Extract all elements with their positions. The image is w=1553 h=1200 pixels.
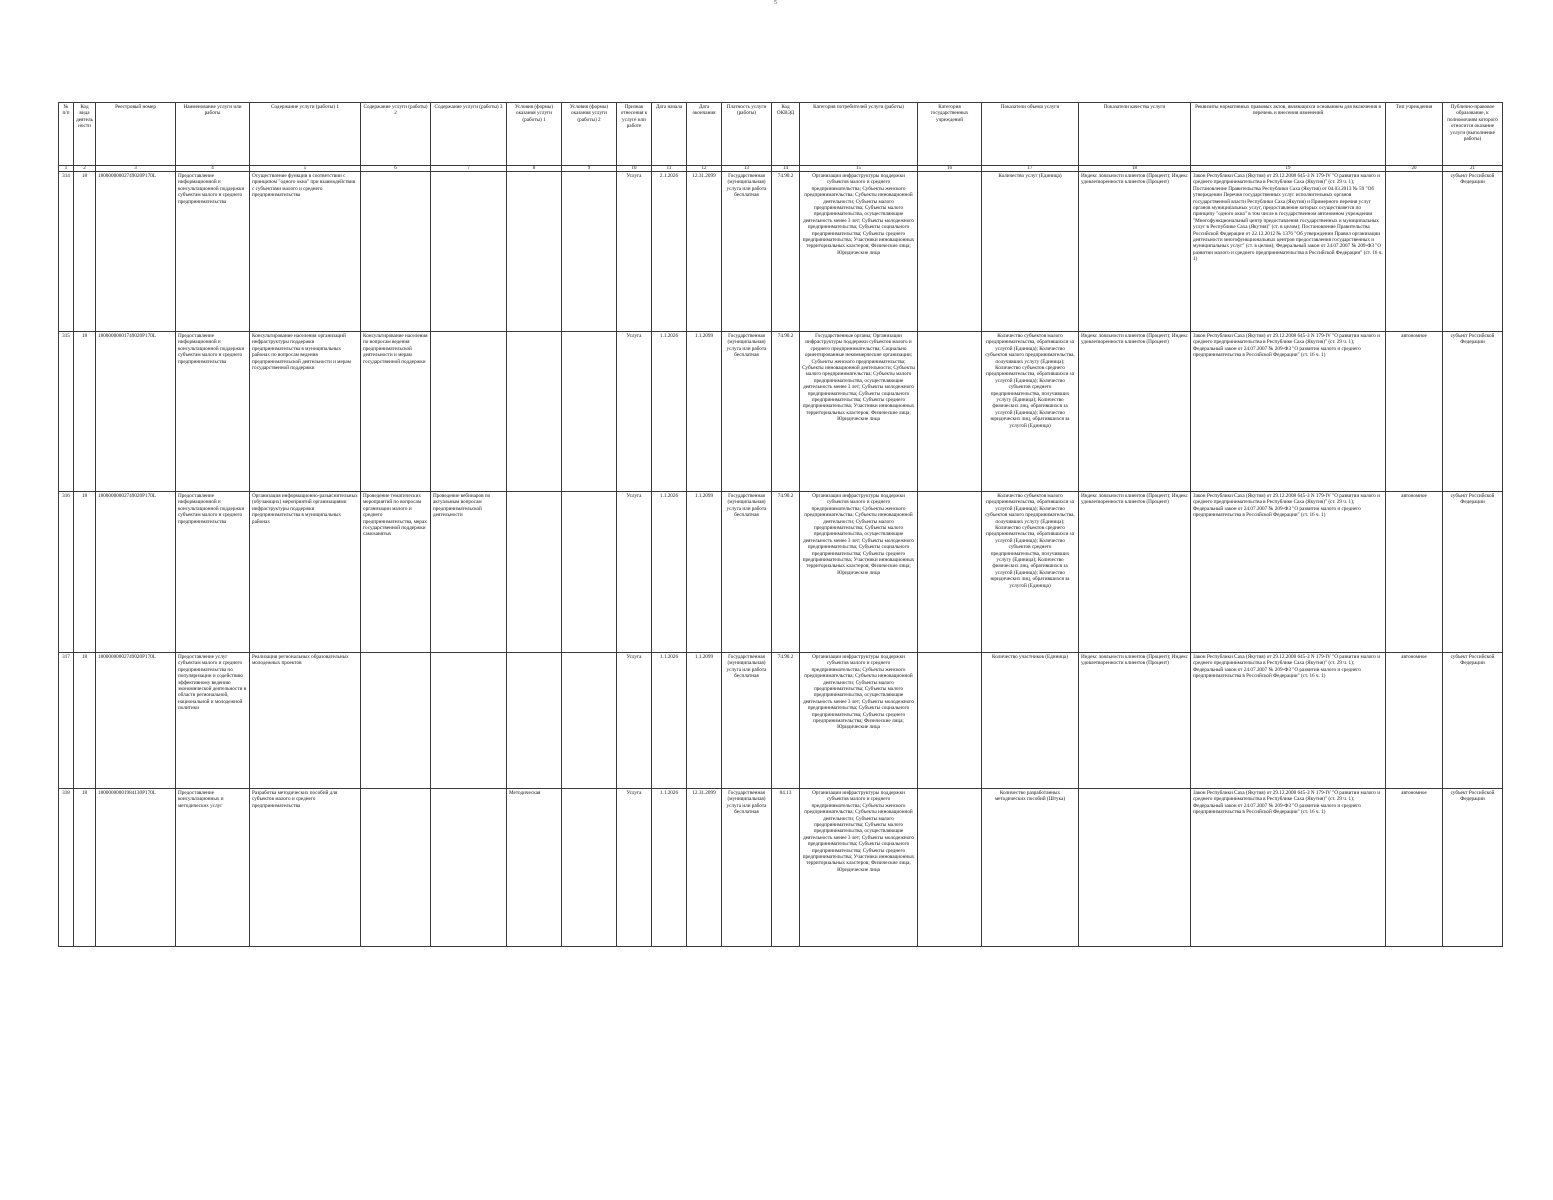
payment-status: Государственная (муниципальная) услуга или работа бесплатная: [722, 789, 772, 947]
service-sign: Услуга: [617, 492, 652, 653]
column-number: 13: [722, 166, 772, 172]
service-condition-1: Методическая: [507, 789, 562, 947]
column-number: 3: [96, 166, 176, 172]
service-condition-2: [562, 492, 617, 653]
service-sign: Услуга: [617, 653, 652, 789]
registry-number: 18000000001984130P170L: [96, 789, 176, 947]
institution-type: автономное: [1386, 653, 1443, 789]
service-content-3: [431, 653, 507, 789]
service-content-2: [361, 172, 431, 332]
header-cell: Тип учреждения: [1386, 103, 1443, 166]
service-condition-2: [562, 332, 617, 492]
consumer-categories: Организации инфраструктуры поддержки субъектов малого и среднего предпринимательства; Субъекты женского предпринимательства; Субъекты инновационной деятельности; Субъекты малого предпринимательства; Субъекты малого предпринимательства, осуществляющие деятельность менее 3 лет; Субъекты молодежного предпринимательства; Субъекты социального предпринимательства; Субъекты среднего предпринимательства; Участники инновационных территориальных кластеров; Физические лица; Юридические лица: [800, 492, 918, 653]
column-number: 18: [1079, 166, 1191, 172]
institution-type: [1386, 172, 1443, 332]
start-date: 1.1.2026: [652, 789, 687, 947]
services-register-sheet: [58, 102, 1498, 947]
column-number: 10: [617, 166, 652, 172]
public-authority: субъект Российской Федерации: [1443, 332, 1503, 492]
okved-code: 74.90.2: [772, 492, 800, 653]
column-number: 21: [1443, 166, 1503, 172]
volume-indicators: Количество субъектов малого предпринимательства, обратившихся за услугой (Единица); Количество субъектов малого предпринимательства, получивших услугу (Единица); Количество субъектов среднего предпринимательства, обратившихся за услугой (Единица); Количество субъектов среднего предпринимательства, получивших услугу (Единица); Количество физических лиц, обратившихся за услугой (Единица); Количество юридических лиц, обратившихся за услугой (Единица): [982, 492, 1079, 653]
legal-acts: Закон Республики Саха (Якутия) от 29.12.2008 645-З N 179-IV "О развитии малого и среднего предпринимательства в Республике Саха (Якутия)" (ст. 29 ч. 1); Федеральный закон от 24.07.2007 № 209-ФЗ "О развитии малого и среднего предпринимательства в Российской Федерации" (ст. 16 ч. 1): [1191, 653, 1386, 789]
header-cell: Реестровый номер: [96, 103, 176, 166]
registry-number: 18000000002749020P170L: [96, 653, 176, 789]
service-condition-2: [562, 789, 617, 947]
registry-number: 18000000002749020P170L: [96, 492, 176, 653]
table-row: [59, 653, 1503, 789]
row-number: 318: [59, 789, 74, 947]
institution-type: автономное: [1386, 789, 1443, 947]
service-content-3: Проведение вебинаров по актуальным вопросам предпринимательской деятельности: [431, 492, 507, 653]
service-name: Предоставление консультационных и методических услуг: [176, 789, 250, 947]
header-cell: Признак отнесения к услуге или работе: [617, 103, 652, 166]
okved-code: 84.13: [772, 789, 800, 947]
payment-status: Государственная (муниципальная) услуга или работа бесплатная: [722, 332, 772, 492]
activity-code: 18: [74, 332, 96, 492]
institution-type: автономное: [1386, 332, 1443, 492]
end-date: 1.1.2099: [687, 653, 722, 789]
institution-category: [918, 172, 982, 332]
institution-category: [918, 492, 982, 653]
end-date: 12.31.2099: [687, 172, 722, 332]
start-date: 1.1.2026: [652, 332, 687, 492]
start-date: 1.1.2026: [652, 492, 687, 653]
column-number: 8: [507, 166, 562, 172]
legal-acts: Закон Республики Саха (Якутия) от 29.12.2008 645-З N 179-IV "О развитии малого и среднего предпринимательства в Республике Саха (Якутия)" (ст. 29 ч. 1); Федеральный закон от 24.07.2007 № 209-ФЗ "О развитии малого и среднего предпринимательства в Российской Федерации" (ст. 16 ч. 1): [1191, 332, 1386, 492]
volume-indicators: Количество участников (Единица): [982, 653, 1079, 789]
service-sign: Услуга: [617, 332, 652, 492]
column-number: 14: [772, 166, 800, 172]
column-number: 20: [1386, 166, 1443, 172]
table-row: [59, 172, 1503, 332]
header-cell: Условия (формы) оказания услуги (работы) 2: [562, 103, 617, 166]
services-register-table: [58, 102, 1503, 947]
public-authority: субъект Российской Федерации: [1443, 789, 1503, 947]
header-cell: Публично-правовое образование, к полномочиям которого относится оказание услуги (выполнение работы): [1443, 103, 1503, 166]
volume-indicators: Количество субъектов малого предпринимательства, обратившихся за услугой (Единица); Количество субъектов малого предпринимательства, получивших услугу (Единица); Количество субъектов среднего предпринимательства, обратившихся за услугой (Единица); Количество субъектов среднего предпринимательства, получивших услугу (Единица); Количество физических лиц, обратившихся за услугой (Единица); Количество юридических лиц, обратившихся за услугой (Единица): [982, 332, 1079, 492]
legal-acts: Закон Республики Саха (Якутия) от 29.12.2008 645-З N 179-IV "О развитии малого и среднего предпринимательства в Республике Саха (Якутия)" (ст. 29 ч. 1); Федеральный закон от 24.07.2007 № 209-ФЗ "О развитии малого и среднего предпринимательства в Российской Федерации" (ст. 16 ч. 1): [1191, 789, 1386, 947]
table-row: [59, 492, 1503, 653]
public-authority: субъект Российской Федерации: [1443, 492, 1503, 653]
service-condition-1: [507, 332, 562, 492]
quality-indicators: Индекс лояльности клиентов (Процент); Индекс удовлетворенности клиентов (Процент): [1079, 172, 1191, 332]
legal-acts: Закон Республики Саха (Якутия) от 29.12.2008 645-З N 179-IV "О развитии малого и среднего предпринимательства в Республике Саха (Якутия)" (ст. 29 ч. 1); Федеральный закон от 24.07.2007 № 209-ФЗ "О развитии малого и среднего предпринимательства в Российской Федерации" (ст. 16 ч. 1): [1191, 492, 1386, 653]
column-number: 17: [982, 166, 1079, 172]
start-date: 1.1.2026: [652, 653, 687, 789]
column-number: 16: [918, 166, 982, 172]
header-cell: № п/п: [59, 103, 74, 166]
institution-category: [918, 789, 982, 947]
row-number: 314: [59, 172, 74, 332]
consumer-categories: Организации инфраструктуры поддержки субъектов малого и среднего предпринимательства; Субъекты женского предпринимательства; Субъекты инновационной деятельности; Субъекты малого предпринимательства; Субъекты малого предпринимательства, осуществляющие деятельность менее 3 лет; Субъекты молодежного предпринимательства; Субъекты социального предпринимательства; Субъекты среднего предпринимательства; Участники инновационных территориальных кластеров; Физические лица; Юридические лица: [800, 789, 918, 947]
header-cell: Платность услуги (работы): [722, 103, 772, 166]
row-number: 317: [59, 653, 74, 789]
row-number: 315: [59, 332, 74, 492]
end-date: 1.1.2099: [687, 492, 722, 653]
institution-category: [918, 653, 982, 789]
header-cell: Наименование услуги или работы: [176, 103, 250, 166]
end-date: 1.1.2099: [687, 332, 722, 492]
payment-status: Государственная (муниципальная) услуга или работа бесплатная: [722, 653, 772, 789]
service-sign: Услуга: [617, 789, 652, 947]
public-authority: субъект Российской Федерации: [1443, 653, 1503, 789]
header-cell: Показатели качества услуги: [1079, 103, 1191, 166]
okved-code: 74.90.2: [772, 332, 800, 492]
service-content-1: Организация информационно-разъяснительных (обучающих) мероприятий организациями инфраструктуры поддержки предпринимательства в муниципальных районах: [250, 492, 361, 653]
service-condition-2: [562, 172, 617, 332]
column-number: 11: [652, 166, 687, 172]
service-name: Предоставление информационной и консультационной поддержки субъектам малого и среднего предпринимательства: [176, 332, 250, 492]
service-content-1: Реализация региональных образовательных молодежных проектов: [250, 653, 361, 789]
consumer-categories: Организации инфраструктуры поддержки субъектов малого и среднего предпринимательства; Субъекты женского предпринимательства; Субъекты инновационной деятельности; Субъекты малого предпринимательства; Субъекты малого предпринимательства, осуществляющие деятельность менее 3 лет; Субъекты молодежного предпринимательства; Субъекты социального предпринимательства; Субъекты среднего предпринимательства; Участники инновационных территориальных кластеров; Физические лица; Юридические лица: [800, 172, 918, 332]
column-number: 6: [361, 166, 431, 172]
header-cell: Показатели объема услуги: [982, 103, 1079, 166]
header-cell: Категория потребителей услуги (работы): [800, 103, 918, 166]
table-row: [59, 332, 1503, 492]
table-row: [59, 789, 1503, 947]
okved-code: 74.90.2: [772, 172, 800, 332]
column-number: 12: [687, 166, 722, 172]
quality-indicators: Индекс лояльности клиентов (Процент); Индекс удовлетворенности клиентов (Процент): [1079, 332, 1191, 492]
quality-indicators: Индекс лояльности клиентов (Процент); Индекс удовлетворенности клиентов (Процент): [1079, 653, 1191, 789]
column-number: 1: [59, 166, 74, 172]
service-content-1: Разработка методических пособий для субъектов малого и среднего предпринимательства: [250, 789, 361, 947]
header-cell: Категория государственных учреждений: [918, 103, 982, 166]
activity-code: 18: [74, 653, 96, 789]
column-number: 9: [562, 166, 617, 172]
header-cell: Дата окончания: [687, 103, 722, 166]
header-row: [59, 103, 1503, 166]
service-name: Предоставление информационной и консультационной поддержки субъектам малого и среднего предпринимательства: [176, 172, 250, 332]
consumer-categories: Организации инфраструктуры поддержки субъектов малого и среднего предпринимательства; Субъекты женского предпринимательства; Субъекты инновационной деятельности; Субъекты малого предпринимательства; Субъекты малого предпринимательства, осуществляющие деятельность менее 3 лет; Субъекты молодежного предпринимательства; Субъекты социального предпринимательства; Субъекты среднего предпринимательства; Физические лица; Юридические лица: [800, 653, 918, 789]
header-cell: Код ОКВЭД: [772, 103, 800, 166]
registry-number: 18000000001749020P170L: [96, 332, 176, 492]
volume-indicators: Количество разработанных методических пособий (Штука): [982, 789, 1079, 947]
service-name: Предоставление информационной и консультационной поддержки субъектам малого и среднего предпринимательства: [176, 492, 250, 653]
public-authority: субъект Российской Федерации: [1443, 172, 1503, 332]
service-condition-1: [507, 653, 562, 789]
column-number: 19: [1191, 166, 1386, 172]
service-content-2: [361, 789, 431, 947]
consumer-categories: Государственные органы; Организации инфраструктуры поддержки субъектов малого и среднего предпринимательства; Социально ориентированные некоммерческие организации; Субъекты женского предпринимательства; Субъекты инновационной деятельности; Субъекты малого предпринимательства; Субъекты малого предпринимательства, осуществляющие деятельность менее 3 лет; Субъекты молодежного предпринимательства; Субъекты социального предпринимательства; Субъекты среднего предпринимательства; Участники инновационных территориальных кластеров; Физические лица; Юридические лица: [800, 332, 918, 492]
column-number: 5: [250, 166, 361, 172]
activity-code: 18: [74, 492, 96, 653]
payment-status: Государственная (муниципальная) услуга или работа бесплатная: [722, 172, 772, 332]
service-sign: Услуга: [617, 172, 652, 332]
payment-status: Государственная (муниципальная) услуга или работа бесплатная: [722, 492, 772, 653]
activity-code: 18: [74, 172, 96, 332]
service-content-3: [431, 789, 507, 947]
service-content-1: Консультирование населения организаций инфраструктуры поддержки предпринимательства в муниципальных районах по вопросам ведения предпринимательской деятельности и мерам государственной поддержки: [250, 332, 361, 492]
header-cell: Код вида деятельности: [74, 103, 96, 166]
header-cell: Дата начала: [652, 103, 687, 166]
column-number: 15: [800, 166, 918, 172]
activity-code: 18: [74, 789, 96, 947]
header-cell: Реквизиты нормативных правовых актов, являющихся основанием для включения в перечень и внесения изменений: [1191, 103, 1386, 166]
quality-indicators: Индекс лояльности клиентов (Процент); Индекс удовлетворенности клиентов (Процент): [1079, 492, 1191, 653]
service-content-2: Консультирование населения по вопросам ведения предпринимательской деятельности и мерам государственной поддержки: [361, 332, 431, 492]
service-condition-1: [507, 172, 562, 332]
service-condition-1: [507, 492, 562, 653]
column-number: 4: [176, 166, 250, 172]
legal-acts: Закон Республики Саха (Якутия) от 29.12.2008 645-З N 179-IV "О развитии малого и среднего предпринимательства в Республике Саха (Якутия)" (ст. 29 ч. 1); Постановление Правительства Республики Саха (Якутия) от 04.03.2013 № 59 "Об утверждении Перечня государственных услуг исполнительных органов государственной власти Республики Саха (Якутия) и Примерного перечня услуг органов муниципальных услуг, предоставление которых осуществляется по принципу "одного окна" в том числе в государственном автономном учреждении "Многофункциональный центр предоставления государственных и муниципальных услуг в Республике Саха (Якутия)" (ст. в целом); Постановление Правительства Российской Федерации от 22.12.2012 № 1376 "Об утверждении Правил организации деятельности многофункциональных центров предоставления государственных и муниципальных услуг" (ст. в целом); Федеральный закон от 24.07.2007 № 209-ФЗ "О развитии малого и среднего предпринимательства в Российской Федерации" (ст. 16 ч. 1): [1191, 172, 1386, 332]
okved-code: 74.90.2: [772, 653, 800, 789]
header-cell: Содержание услуги (работы) 3: [431, 103, 507, 166]
service-content-1: Осуществление функции в соответствии с принципом "одного окна" при взаимодействии с субъектами малого и среднего предпринимательства: [250, 172, 361, 332]
header-cell: Условия (формы) оказания услуги (работы) 1: [507, 103, 562, 166]
service-content-2: [361, 653, 431, 789]
institution-category: [918, 332, 982, 492]
header-cell: Содержание услуги (работы) 1: [250, 103, 361, 166]
page-mark: 5: [774, 0, 777, 6]
service-condition-2: [562, 653, 617, 789]
volume-indicators: Количество услуг (Единица): [982, 172, 1079, 332]
registry-number: 18000000002749020P170L: [96, 172, 176, 332]
service-content-3: [431, 172, 507, 332]
header-cell: Содержание услуги (работы) 2: [361, 103, 431, 166]
row-number: 316: [59, 492, 74, 653]
quality-indicators: [1079, 789, 1191, 947]
column-number: 2: [74, 166, 96, 172]
service-content-3: [431, 332, 507, 492]
column-number: 7: [431, 166, 507, 172]
service-name: Предоставление услуг субъектам малого и среднего предпринимательства по популяризации и содействию эффективному ведению экономической деятельности в области региональной, национальной и молодежной политики: [176, 653, 250, 789]
end-date: 12.31.2099: [687, 789, 722, 947]
service-content-2: Проведение тематических мероприятий по вопросам организации малого и среднего предпринимательства, мерах государственной поддержки самозанятых: [361, 492, 431, 653]
start-date: 2.1.2026: [652, 172, 687, 332]
institution-type: автономное: [1386, 492, 1443, 653]
